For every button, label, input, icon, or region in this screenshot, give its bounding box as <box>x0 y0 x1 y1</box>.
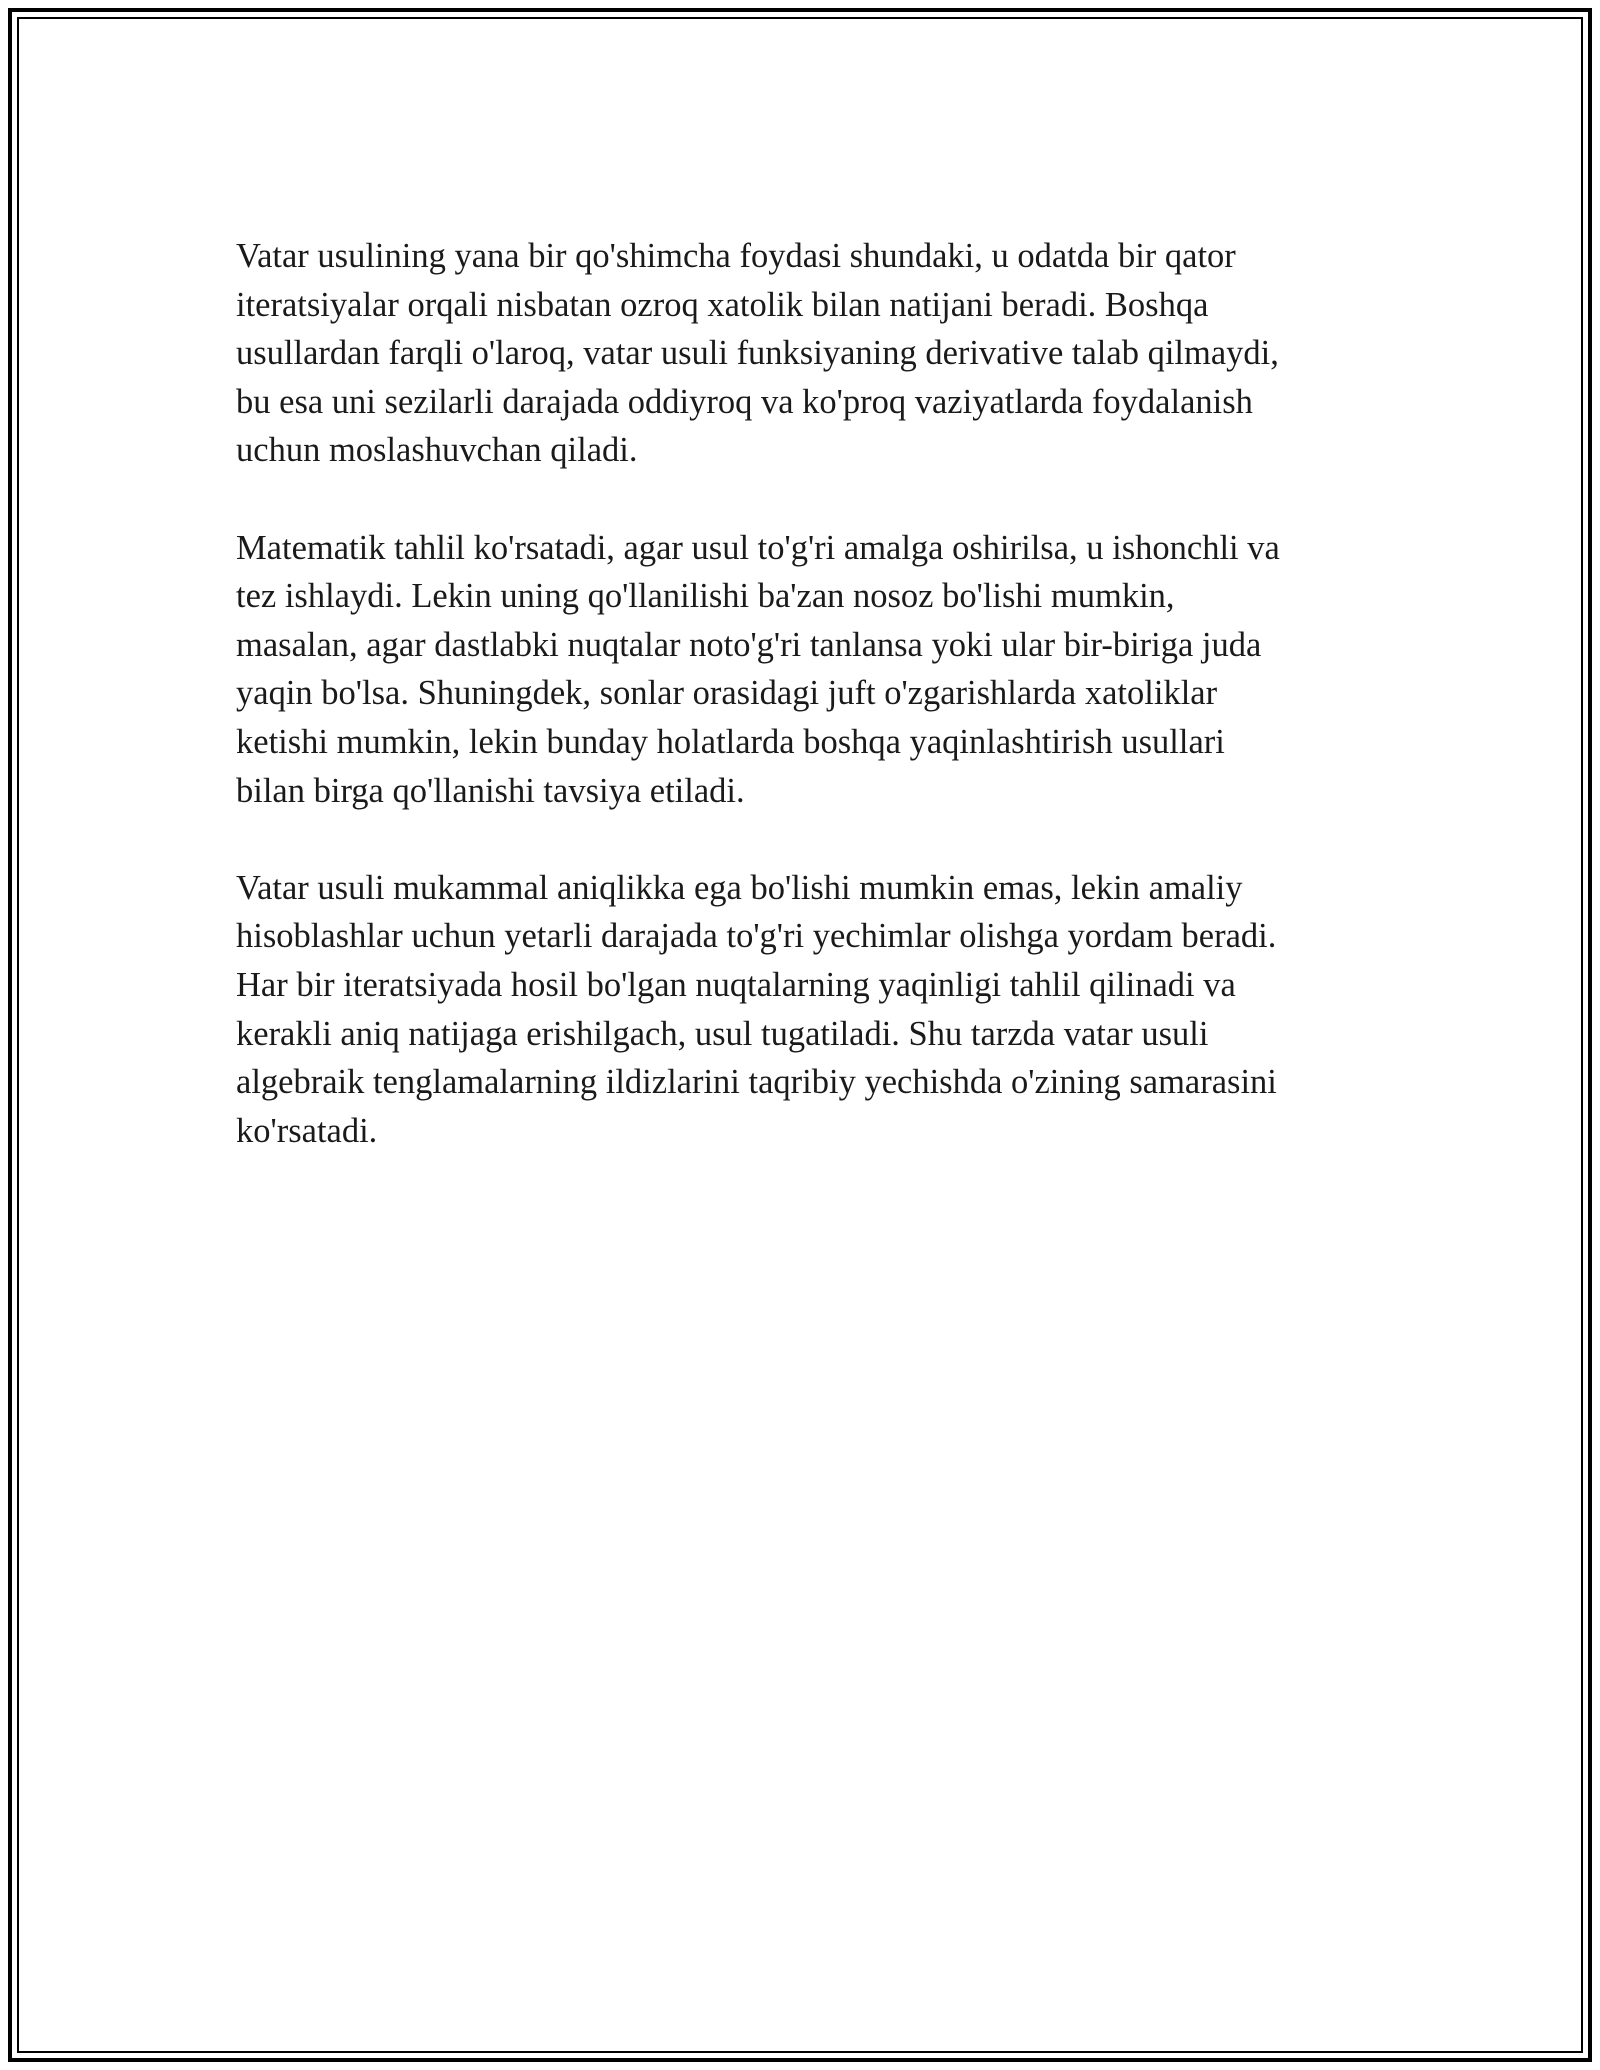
paragraph-3 <box>236 864 1366 1156</box>
text-line: Vatar usulining yana bir qo'shimcha foydasi shundaki, u odatda bir qator <box>236 237 1236 275</box>
text-line: ko'rsatadi. <box>236 1111 378 1150</box>
text-line: Matematik tahlil ko'rsatadi, agar usul to'g'ri amalga oshirilsa, u ishonchli va <box>236 528 1280 567</box>
text-line: bilan birga qo'llanishi tavsiya etiladi. <box>236 771 745 810</box>
text-line: yaqin bo'lsa. Shuningdek, sonlar orasidagi juft o'zgarishlarda xatoliklar <box>236 674 1218 713</box>
text-line: bu esa uni sezilarli darajada oddiyroq va ko'proq vaziyatlarda foydalanish <box>236 382 1253 421</box>
paragraph-1 <box>236 232 1366 475</box>
text-line: uchun moslashuvchan qiladi. <box>236 431 638 470</box>
text-line: Vatar usuli mukammal aniqlikka ega bo'lishi mumkin emas, lekin amaliy <box>236 868 1243 907</box>
paragraph-2 <box>236 524 1366 816</box>
text-line: iteratsiyalar orqali nisbatan ozroq xatolik bilan natijani beradi. Boshqa <box>236 285 1209 324</box>
text-line: hisoblashlar uchun yetarli darajada to'g'ri yechimlar olishga yordam beradi. <box>236 917 1277 956</box>
text-line: algebraik tenglamalarning ildizlarini taqribiy yechishda o'zining samarasini <box>236 1063 1277 1102</box>
text-line: ketishi mumkin, lekin bunday holatlarda boshqa yaqinlashtirish usullari <box>236 722 1225 761</box>
text-line: kerakli aniq natijaga erishilgach, usul tugatiladi. Shu tarzda vatar usuli <box>236 1014 1209 1053</box>
text-line: tez ishlaydi. Lekin uning qo'llanilishi ba'zan nosoz bo'lishi mumkin, <box>236 577 1175 616</box>
text-line: Har bir iteratsiyada hosil bo'lgan nuqtalarning yaqinligi tahlil qilinadi va <box>236 965 1236 1004</box>
text-line: masalan, agar dastlabki nuqtalar noto'g'ri tanlansa yoki ular bir-biriga juda <box>236 625 1262 664</box>
text-line: usullardan farqli o'laroq, vatar usuli funksiyaning derivative talab qilmaydi, <box>236 334 1279 373</box>
document-body <box>236 232 1366 1204</box>
